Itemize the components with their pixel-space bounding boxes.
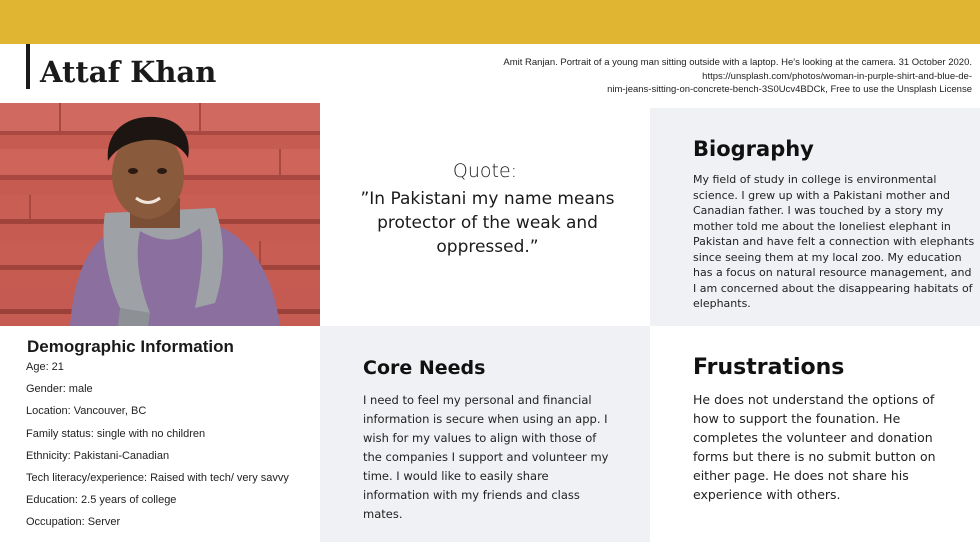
core-needs-section: [320, 326, 650, 542]
demographic-list: [26, 360, 289, 538]
demographic-section: [0, 326, 320, 542]
demographic-item-location: Location: Vancouver, BC: [26, 405, 147, 418]
demographic-item-ethnicity: Ethnicity: Pakistani-Canadian: [26, 449, 170, 462]
photo-credit-line: https://unsplash.com/photos/woman-in-purple-shirt-and-blue-de-: [702, 70, 972, 82]
persona-name: Attaf Khan: [40, 55, 217, 89]
demographic-item-age: Age: 21: [26, 361, 64, 373]
persona-portrait-photo: [0, 103, 320, 326]
photo-credit-line: Amit Ranjan. Portrait of a young man sitting outside with a laptop. He's looking at the camera. 31 October 2020.: [503, 57, 972, 68]
frustrations-section: [650, 326, 980, 542]
name-accent-line: [26, 44, 30, 89]
quote-text: ”In Pakistani my name means protector of the weak and oppressed.”: [360, 189, 615, 257]
biography-section: [650, 108, 980, 326]
biography-text: My field of study in college is environmental science. I grew up with a Pakistani mother and Canadian father. I was touched by a story my mother told me about the loneliest elephant in Pakistan and have felt a connection with elephants since seeing them at my local zoo. My education has a focus on natural resource management, and I am concerned about the disappearing habitats of elephants.: [693, 173, 975, 310]
photo-credit-line: nim-jeans-sitting-on-concrete-bench-3S0Ucv4BDCk, Free to use the Unsplash License: [607, 84, 972, 95]
demographic-item-gender: Gender: male: [26, 383, 93, 396]
top-accent-bar: [0, 0, 980, 44]
quote-section: [320, 103, 650, 326]
photo-credit: [472, 56, 972, 97]
demographic-item-family-status: Family status: single with no children: [26, 427, 206, 440]
demographic-item-tech-literacy: Tech literacy/experience: Raised with tech/ very savvy: [26, 471, 289, 484]
demographic-heading: Demographic Information: [27, 337, 234, 356]
demographic-item-education: Education: 2.5 years of college: [26, 494, 177, 507]
frustrations-heading: Frustrations: [693, 355, 845, 380]
core-needs-heading: Core Needs: [363, 357, 486, 379]
core-needs-text: I need to feel my personal and financial information is secure when using an app. I wish for my values to align with those of the companies I support and volunteer my time. I would like to easily share information with my friends and class mates.: [363, 393, 609, 521]
biography-heading: Biography: [693, 137, 814, 161]
demographic-item-occupation: Occupation: Server: [26, 516, 121, 529]
quote-label: Quote:: [452, 160, 518, 182]
frustrations-text: He does not understand the options of how to support the founation. He completes the volunteer and donation forms but there is no submit button on either page. He does not share his experience with others.: [693, 392, 936, 502]
portrait-illustration: [0, 103, 320, 326]
